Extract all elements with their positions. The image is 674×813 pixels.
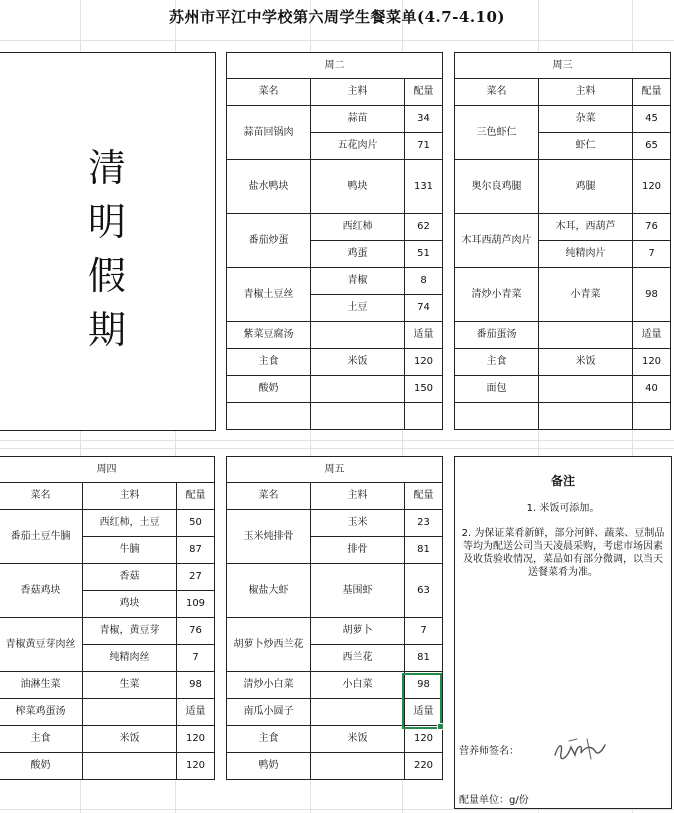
amount-cell[interactable]: 71 — [405, 133, 443, 160]
ingredient-cell[interactable]: 木耳，西葫芦 — [539, 214, 633, 241]
amount-cell[interactable]: 81 — [405, 537, 443, 564]
menu-row — [455, 214, 671, 241]
dish-name-cell[interactable]: 椒盐大虾 — [227, 564, 311, 618]
menu-row — [0, 564, 215, 591]
dish-name-cell[interactable]: 酸奶 — [227, 376, 311, 403]
dish-name-cell[interactable]: 南瓜小圆子 — [227, 699, 311, 726]
dish-name-cell[interactable]: 榨菜鸡蛋汤 — [0, 699, 83, 726]
ingredient-cell[interactable] — [539, 376, 633, 403]
col-dish-header: 菜名 — [227, 79, 311, 106]
ingredient-cell[interactable]: 香菇 — [83, 564, 177, 591]
amount-cell[interactable]: 45 — [633, 106, 671, 133]
amount-cell[interactable]: 150 — [405, 376, 443, 403]
amount-cell[interactable]: 74 — [405, 295, 443, 322]
amount-cell[interactable]: 65 — [633, 133, 671, 160]
menu-table-friday — [226, 456, 443, 780]
dish-name-cell[interactable]: 油淋生菜 — [0, 672, 83, 699]
amount-cell[interactable]: 120 — [177, 753, 215, 780]
ingredient-cell[interactable] — [311, 699, 405, 726]
dish-name-cell[interactable]: 青椒黄豆芽肉丝 — [0, 618, 83, 672]
menu-row — [227, 564, 443, 618]
menu-row — [227, 214, 443, 241]
col-amount-header: 配量 — [177, 483, 215, 510]
ingredient-cell[interactable] — [83, 753, 177, 780]
holiday-char: 期 — [87, 308, 126, 352]
dish-name-cell[interactable]: 番茄炒蛋 — [227, 214, 311, 268]
col-dish-header: 菜名 — [227, 483, 311, 510]
amount-cell[interactable]: 7 — [177, 645, 215, 672]
amount-cell[interactable]: 27 — [177, 564, 215, 591]
amount-cell[interactable]: 76 — [177, 618, 215, 645]
menu-row — [227, 106, 443, 133]
amount-cell[interactable]: 87 — [177, 537, 215, 564]
dish-name-cell[interactable]: 蒜苗回锅肉 — [227, 106, 311, 160]
menu-row — [455, 322, 671, 349]
dish-name-cell[interactable]: 番茄蛋汤 — [455, 322, 539, 349]
column-header-row — [455, 79, 671, 106]
dish-name-cell[interactable]: 玉米炖排骨 — [227, 510, 311, 564]
menu-row — [227, 403, 443, 430]
amount-cell[interactable]: 120 — [177, 726, 215, 753]
ingredient-cell[interactable]: 鸡块 — [83, 591, 177, 618]
menu-row — [455, 160, 671, 214]
dish-name-cell[interactable]: 香菇鸡块 — [0, 564, 83, 618]
ingredient-cell[interactable]: 胡萝卜 — [311, 618, 405, 645]
column-header-row — [0, 483, 215, 510]
day-header: 周二 — [227, 53, 443, 79]
amount-cell[interactable]: 98 — [633, 268, 671, 322]
holiday-label — [0, 141, 215, 357]
ingredient-cell[interactable]: 西红柿 — [311, 214, 405, 241]
amount-cell[interactable]: 7 — [633, 241, 671, 268]
dish-name-cell[interactable] — [227, 403, 311, 430]
day-header-row — [0, 457, 215, 483]
dish-name-cell[interactable]: 三色虾仁 — [455, 106, 539, 160]
ingredient-cell[interactable] — [539, 322, 633, 349]
amount-cell[interactable]: 131 — [405, 160, 443, 214]
menu-row — [0, 753, 215, 780]
menu-row — [227, 160, 443, 214]
ingredient-cell[interactable] — [311, 753, 405, 780]
col-dish-header: 菜名 — [0, 483, 83, 510]
dish-name-cell[interactable]: 清炒小白菜 — [227, 672, 311, 699]
amount-cell[interactable]: 适量 — [405, 699, 443, 726]
menu-row — [227, 510, 443, 537]
ingredient-cell[interactable] — [539, 403, 633, 430]
menu-table-wednesday — [454, 52, 671, 430]
amount-cell[interactable]: 7 — [405, 618, 443, 645]
col-ingredient-header: 主料 — [83, 483, 177, 510]
amount-cell[interactable]: 适量 — [405, 322, 443, 349]
menu-title: 苏州市平江中学校第六周学生餐菜单(4.7-4.10) — [168, 8, 506, 26]
day-header-row — [227, 53, 443, 79]
menu-row — [0, 672, 215, 699]
ingredient-cell[interactable] — [311, 322, 405, 349]
dish-name-cell[interactable]: 面包 — [455, 376, 539, 403]
col-ingredient-header: 主料 — [539, 79, 633, 106]
amount-cell[interactable]: 40 — [633, 376, 671, 403]
dish-name-cell[interactable]: 番茄土豆牛腩 — [0, 510, 83, 564]
menu-table-tuesday — [226, 52, 443, 430]
menu-row — [455, 376, 671, 403]
amount-cell[interactable]: 76 — [633, 214, 671, 241]
holiday-char: 明 — [87, 200, 126, 244]
menu-table-thursday — [0, 456, 215, 780]
amount-cell[interactable]: 63 — [405, 564, 443, 618]
ingredient-cell[interactable]: 纯精肉丝 — [83, 645, 177, 672]
ingredient-cell[interactable] — [83, 699, 177, 726]
col-amount-header: 配量 — [405, 79, 443, 106]
menu-row — [227, 726, 443, 753]
ingredient-cell[interactable]: 蒜苗 — [311, 106, 405, 133]
amount-cell[interactable]: 23 — [405, 510, 443, 537]
dish-name-cell[interactable]: 木耳西葫芦肉片 — [455, 214, 539, 268]
ingredient-cell[interactable]: 小白菜 — [311, 672, 405, 699]
dish-name-cell[interactable]: 青椒土豆丝 — [227, 268, 311, 322]
ingredient-cell[interactable]: 五花肉片 — [311, 133, 405, 160]
day-header-row — [227, 457, 443, 483]
ingredient-cell[interactable]: 纯精肉片 — [539, 241, 633, 268]
column-header-row — [227, 483, 443, 510]
ingredient-cell[interactable]: 鸭块 — [311, 160, 405, 214]
col-amount-header: 配量 — [405, 483, 443, 510]
amount-cell[interactable] — [405, 403, 443, 430]
amount-cell[interactable]: 51 — [405, 241, 443, 268]
menu-row — [455, 106, 671, 133]
amount-cell[interactable]: 62 — [405, 214, 443, 241]
menu-row — [227, 268, 443, 295]
amount-cell[interactable]: 81 — [405, 645, 443, 672]
day-header: 周四 — [0, 457, 215, 483]
notes-title: 备注 — [550, 474, 575, 488]
col-ingredient-header: 主料 — [311, 483, 405, 510]
ingredient-cell[interactable]: 米饭 — [83, 726, 177, 753]
dish-name-cell[interactable]: 酸奶 — [0, 753, 83, 780]
column-header-row — [227, 79, 443, 106]
unit-note: 配量单位：g/份 — [459, 795, 529, 806]
amount-cell[interactable]: 120 — [633, 349, 671, 376]
dish-name-cell[interactable]: 胡萝卜炒西兰花 — [227, 618, 311, 672]
fill-handle[interactable] — [437, 723, 444, 730]
amount-cell[interactable]: 适量 — [177, 699, 215, 726]
ingredient-cell[interactable]: 西兰花 — [311, 645, 405, 672]
dish-name-cell[interactable]: 奥尔良鸡腿 — [455, 160, 539, 214]
ingredient-cell[interactable]: 小青菜 — [539, 268, 633, 322]
ingredient-cell[interactable]: 米饭 — [311, 349, 405, 376]
menu-row — [227, 753, 443, 780]
amount-cell[interactable]: 220 — [405, 753, 443, 780]
ingredient-cell[interactable]: 生菜 — [83, 672, 177, 699]
menu-row — [227, 349, 443, 376]
ingredient-cell[interactable]: 鸡蛋 — [311, 241, 405, 268]
col-dish-header: 菜名 — [455, 79, 539, 106]
amount-cell[interactable]: 120 — [633, 160, 671, 214]
ingredient-cell[interactable]: 青椒，黄豆芽 — [83, 618, 177, 645]
menu-row — [0, 726, 215, 753]
ingredient-cell[interactable]: 基围虾 — [311, 564, 405, 618]
ingredient-cell[interactable]: 杂菜 — [539, 106, 633, 133]
dish-name-cell[interactable]: 主食 — [227, 349, 311, 376]
qingming-holiday-box — [0, 52, 216, 431]
ingredient-cell[interactable]: 鸡腿 — [539, 160, 633, 214]
amount-cell[interactable]: 50 — [177, 510, 215, 537]
signature-image — [551, 733, 611, 765]
ingredient-cell[interactable]: 玉米 — [311, 510, 405, 537]
dish-name-cell[interactable] — [455, 403, 539, 430]
dish-name-cell[interactable]: 主食 — [0, 726, 83, 753]
notes-box — [454, 456, 672, 809]
amount-cell[interactable]: 98 — [405, 672, 443, 699]
ingredient-cell[interactable]: 土豆 — [311, 295, 405, 322]
dish-name-cell[interactable]: 盐水鸭块 — [227, 160, 311, 214]
day-header-row — [455, 53, 671, 79]
ingredient-cell[interactable] — [311, 376, 405, 403]
dish-name-cell[interactable]: 主食 — [455, 349, 539, 376]
amount-cell[interactable]: 8 — [405, 268, 443, 295]
menu-row — [227, 322, 443, 349]
dish-name-cell[interactable]: 清炒小青菜 — [455, 268, 539, 322]
ingredient-cell[interactable]: 牛腩 — [83, 537, 177, 564]
ingredient-cell[interactable]: 青椒 — [311, 268, 405, 295]
amount-cell[interactable]: 120 — [405, 726, 443, 753]
amount-cell[interactable]: 适量 — [633, 322, 671, 349]
amount-cell[interactable]: 98 — [177, 672, 215, 699]
note-item-2: 2. 为保证菜肴新鲜，部分河鲜、蔬菜、豆制品等均为配送公司当天凌晨采购，考虑市场因素及收货验收情况，菜品如有部分微调，以当天送餐菜肴为准。 — [461, 528, 665, 578]
menu-row — [455, 349, 671, 376]
amount-cell[interactable]: 120 — [405, 349, 443, 376]
day-header: 周五 — [227, 457, 443, 483]
col-amount-header: 配量 — [633, 79, 671, 106]
amount-cell[interactable]: 34 — [405, 106, 443, 133]
ingredient-cell[interactable]: 米饭 — [539, 349, 633, 376]
ingredient-cell[interactable]: 米饭 — [311, 726, 405, 753]
day-header: 周三 — [455, 53, 671, 79]
amount-cell[interactable]: 109 — [177, 591, 215, 618]
menu-row — [0, 699, 215, 726]
dish-name-cell[interactable]: 主食 — [227, 726, 311, 753]
menu-row — [227, 618, 443, 645]
dish-name-cell[interactable]: 鸭奶 — [227, 753, 311, 780]
menu-row — [455, 403, 671, 430]
amount-cell[interactable] — [633, 403, 671, 430]
ingredient-cell[interactable]: 西红柿，土豆 — [83, 510, 177, 537]
menu-row — [0, 618, 215, 645]
signature-label: 营养师签名： — [459, 746, 519, 757]
note-item-1: 1. 米饭可添加。 — [526, 503, 600, 514]
ingredient-cell[interactable] — [311, 403, 405, 430]
holiday-char: 假 — [87, 254, 126, 298]
menu-row — [227, 376, 443, 403]
col-ingredient-header: 主料 — [311, 79, 405, 106]
ingredient-cell[interactable]: 虾仁 — [539, 133, 633, 160]
selected-cell-outline[interactable] — [402, 673, 442, 729]
menu-row — [455, 268, 671, 322]
dish-name-cell[interactable]: 紫菜豆腐汤 — [227, 322, 311, 349]
menu-row — [0, 510, 215, 537]
ingredient-cell[interactable]: 排骨 — [311, 537, 405, 564]
holiday-char: 清 — [87, 146, 126, 190]
